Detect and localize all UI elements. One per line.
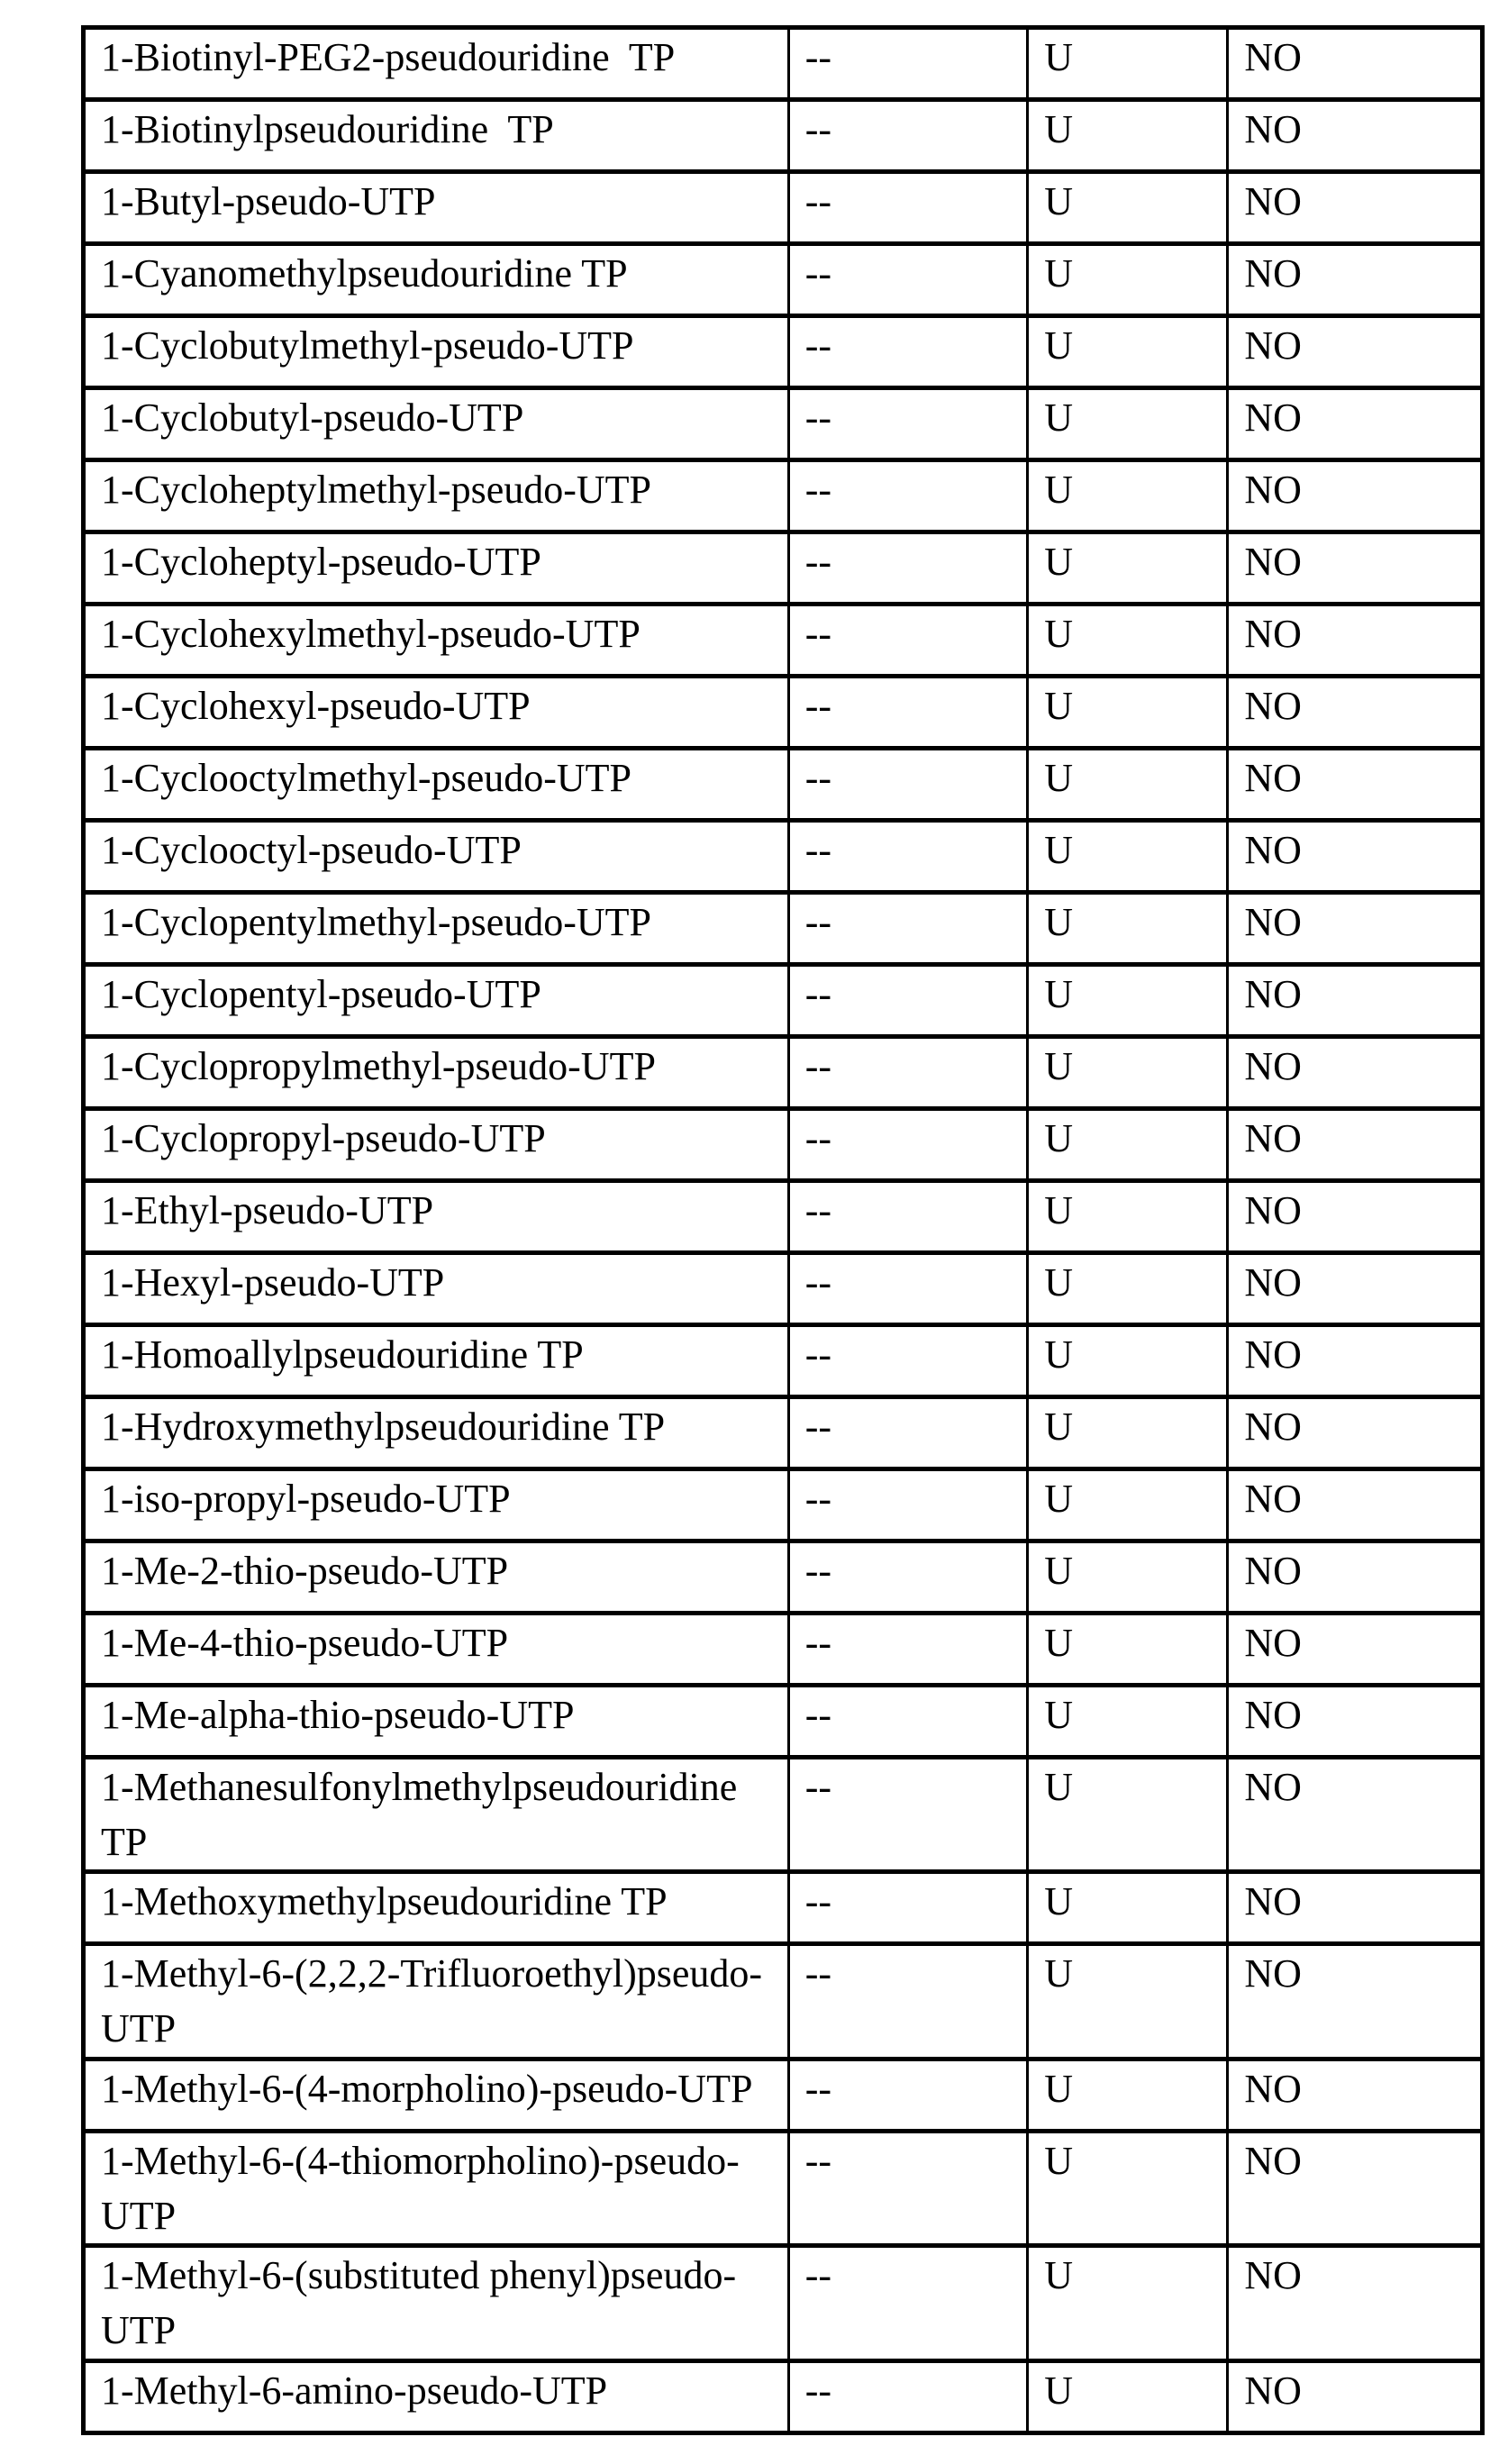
dash-cell: -- bbox=[788, 749, 1028, 821]
dash-cell: -- bbox=[788, 965, 1028, 1037]
base-cell: U bbox=[1028, 532, 1228, 605]
base-cell: U bbox=[1028, 1325, 1228, 1397]
dash-cell: -- bbox=[788, 1253, 1028, 1325]
flag-cell: NO bbox=[1228, 316, 1483, 388]
modification-name-cell: 1-Cyclobutyl-pseudo-UTP bbox=[84, 388, 789, 460]
dash-cell: -- bbox=[788, 1758, 1028, 1872]
table-row bbox=[84, 749, 1483, 821]
flag-cell: NO bbox=[1228, 1686, 1483, 1758]
base-cell: U bbox=[1028, 2131, 1228, 2245]
base-cell: U bbox=[1028, 1614, 1228, 1686]
dash-cell: -- bbox=[788, 388, 1028, 460]
modification-name-cell: 1-Cyclopentyl-pseudo-UTP bbox=[84, 965, 789, 1037]
modification-name-cell: 1-Methanesulfonylmethylpseudouridine TP bbox=[84, 1758, 789, 1872]
modification-name-cell: 1-Cyanomethylpseudouridine TP bbox=[84, 244, 789, 316]
base-cell: U bbox=[1028, 2246, 1228, 2360]
flag-cell: NO bbox=[1228, 1469, 1483, 1541]
dash-cell: -- bbox=[788, 1181, 1028, 1253]
table-row bbox=[84, 893, 1483, 965]
dash-cell: -- bbox=[788, 821, 1028, 893]
dash-cell: -- bbox=[788, 532, 1028, 605]
base-cell: U bbox=[1028, 1541, 1228, 1614]
flag-cell: NO bbox=[1228, 1109, 1483, 1181]
dash-cell: -- bbox=[788, 1397, 1028, 1469]
dash-cell: -- bbox=[788, 316, 1028, 388]
modification-name-cell: 1-Me-alpha-thio-pseudo-UTP bbox=[84, 1686, 789, 1758]
base-cell: U bbox=[1028, 1397, 1228, 1469]
flag-cell: NO bbox=[1228, 1944, 1483, 2059]
dash-cell: -- bbox=[788, 1037, 1028, 1109]
flag-cell: NO bbox=[1228, 244, 1483, 316]
base-cell: U bbox=[1028, 1872, 1228, 1944]
modification-name-cell: 1-Hexyl-pseudo-UTP bbox=[84, 1253, 789, 1325]
flag-cell: NO bbox=[1228, 172, 1483, 244]
dash-cell: -- bbox=[788, 244, 1028, 316]
flag-cell: NO bbox=[1228, 1253, 1483, 1325]
table-row bbox=[84, 1037, 1483, 1109]
base-cell: U bbox=[1028, 1686, 1228, 1758]
modification-name-cell: 1-Cyclohexylmethyl-pseudo-UTP bbox=[84, 605, 789, 677]
flag-cell: NO bbox=[1228, 1325, 1483, 1397]
flag-cell: NO bbox=[1228, 2246, 1483, 2360]
dash-cell: -- bbox=[788, 1872, 1028, 1944]
flag-cell: NO bbox=[1228, 965, 1483, 1037]
table-row bbox=[84, 1469, 1483, 1541]
modification-name-cell: 1-Cyclobutylmethyl-pseudo-UTP bbox=[84, 316, 789, 388]
base-cell: U bbox=[1028, 1758, 1228, 1872]
dash-cell: -- bbox=[788, 1469, 1028, 1541]
table-row bbox=[84, 1686, 1483, 1758]
dash-cell: -- bbox=[788, 893, 1028, 965]
modification-name-cell: 1-Methyl-6-(4-morpholino)-pseudo-UTP bbox=[84, 2059, 789, 2131]
modification-name-cell: 1-Homoallylpseudouridine TP bbox=[84, 1325, 789, 1397]
table-row bbox=[84, 1614, 1483, 1686]
flag-cell: NO bbox=[1228, 605, 1483, 677]
flag-cell: NO bbox=[1228, 1397, 1483, 1469]
table-row bbox=[84, 244, 1483, 316]
table-row bbox=[84, 100, 1483, 172]
modification-name-cell: 1-iso-propyl-pseudo-UTP bbox=[84, 1469, 789, 1541]
flag-cell: NO bbox=[1228, 2360, 1483, 2432]
table-row bbox=[84, 1181, 1483, 1253]
base-cell: U bbox=[1028, 460, 1228, 532]
dash-cell: -- bbox=[788, 172, 1028, 244]
modification-name-cell: 1-Cycloheptylmethyl-pseudo-UTP bbox=[84, 460, 789, 532]
modification-name-cell: 1-Cycloheptyl-pseudo-UTP bbox=[84, 532, 789, 605]
base-cell: U bbox=[1028, 1037, 1228, 1109]
base-cell: U bbox=[1028, 677, 1228, 749]
modification-name-cell: 1-Biotinylpseudouridine TP bbox=[84, 100, 789, 172]
dash-cell: -- bbox=[788, 2059, 1028, 2131]
flag-cell: NO bbox=[1228, 100, 1483, 172]
base-cell: U bbox=[1028, 2059, 1228, 2131]
dash-cell: -- bbox=[788, 100, 1028, 172]
modification-name-cell: 1-Butyl-pseudo-UTP bbox=[84, 172, 789, 244]
modification-name-cell: 1-Cyclopentylmethyl-pseudo-UTP bbox=[84, 893, 789, 965]
table-row bbox=[84, 532, 1483, 605]
table-row bbox=[84, 2131, 1483, 2245]
flag-cell: NO bbox=[1228, 1037, 1483, 1109]
table-row bbox=[84, 172, 1483, 244]
dash-cell: -- bbox=[788, 2131, 1028, 2245]
modification-name-cell: 1-Me-2-thio-pseudo-UTP bbox=[84, 1541, 789, 1614]
base-cell: U bbox=[1028, 1181, 1228, 1253]
base-cell: U bbox=[1028, 244, 1228, 316]
table-row bbox=[84, 1325, 1483, 1397]
flag-cell: NO bbox=[1228, 388, 1483, 460]
base-cell: U bbox=[1028, 100, 1228, 172]
table-row bbox=[84, 460, 1483, 532]
flag-cell: NO bbox=[1228, 2131, 1483, 2245]
table-row bbox=[84, 388, 1483, 460]
modification-name-cell: 1-Cyclopropyl-pseudo-UTP bbox=[84, 1109, 789, 1181]
dash-cell: -- bbox=[788, 1686, 1028, 1758]
table-row bbox=[84, 605, 1483, 677]
table-row bbox=[84, 316, 1483, 388]
table-row bbox=[84, 2246, 1483, 2360]
flag-cell: NO bbox=[1228, 1758, 1483, 1872]
base-cell: U bbox=[1028, 749, 1228, 821]
modification-name-cell: 1-Methyl-6-(2,2,2-Trifluoroethyl)pseudo-UTP bbox=[84, 1944, 789, 2059]
modification-name-cell: 1-Hydroxymethylpseudouridine TP bbox=[84, 1397, 789, 1469]
base-cell: U bbox=[1028, 821, 1228, 893]
modification-name-cell: 1-Biotinyl-PEG2-pseudouridine TP bbox=[101, 35, 676, 79]
base-cell: U bbox=[1028, 1109, 1228, 1181]
table-row bbox=[84, 1872, 1483, 1944]
modification-name-cell: 1-Methoxymethylpseudouridine TP bbox=[84, 1872, 789, 1944]
table-row bbox=[84, 965, 1483, 1037]
flag-cell: NO bbox=[1228, 677, 1483, 749]
base-cell: U bbox=[1028, 1469, 1228, 1541]
modified-nucleotides-table bbox=[81, 25, 1485, 2435]
modification-name-cell: 1-Methyl-6-(substituted phenyl)pseudo-UTP bbox=[84, 2246, 789, 2360]
dash-cell: -- bbox=[788, 2360, 1028, 2432]
modification-name-cell: 1-Cyclopropylmethyl-pseudo-UTP bbox=[84, 1037, 789, 1109]
table-row bbox=[84, 2059, 1483, 2131]
table-row bbox=[84, 1397, 1483, 1469]
base-cell: U bbox=[1028, 893, 1228, 965]
base-cell: U bbox=[1028, 1944, 1228, 2059]
dash-cell: -- bbox=[788, 2246, 1028, 2360]
table-row bbox=[84, 1758, 1483, 1872]
flag-cell: NO bbox=[1228, 1541, 1483, 1614]
flag-cell: NO bbox=[1228, 821, 1483, 893]
modification-name-cell: 1-Cyclooctyl-pseudo-UTP bbox=[84, 821, 789, 893]
modification-name-cell: 1-Ethyl-pseudo-UTP bbox=[84, 1181, 789, 1253]
modification-name-cell: 1-Cyclooctylmethyl-pseudo-UTP bbox=[84, 749, 789, 821]
flag-cell: NO bbox=[1228, 28, 1483, 100]
modification-name-cell: 1-Cyclohexyl-pseudo-UTP bbox=[84, 677, 789, 749]
table-row bbox=[84, 1944, 1483, 2059]
table-row bbox=[84, 1109, 1483, 1181]
dash-cell: -- bbox=[788, 1109, 1028, 1181]
flag-cell: NO bbox=[1228, 460, 1483, 532]
modification-name-cell: 1-Methyl-6-(4-thiomorpholino)-pseudo-UTP bbox=[84, 2131, 789, 2245]
modification-name-cell: 1-Me-4-thio-pseudo-UTP bbox=[84, 1614, 789, 1686]
table-row bbox=[84, 2360, 1483, 2432]
table-body bbox=[84, 28, 1483, 2433]
dash-cell: -- bbox=[788, 1944, 1028, 2059]
flag-cell: NO bbox=[1228, 749, 1483, 821]
flag-cell: NO bbox=[1228, 1614, 1483, 1686]
flag-cell: NO bbox=[1228, 2059, 1483, 2131]
flag-cell: NO bbox=[1228, 532, 1483, 605]
table-row bbox=[84, 28, 1483, 100]
dash-cell: -- bbox=[788, 460, 1028, 532]
table-row bbox=[84, 677, 1483, 749]
base-cell: U bbox=[1028, 316, 1228, 388]
dash-cell: -- bbox=[788, 1614, 1028, 1686]
base-cell: U bbox=[1028, 605, 1228, 677]
dash-cell: -- bbox=[788, 677, 1028, 749]
table-row bbox=[84, 1253, 1483, 1325]
dash-cell: -- bbox=[788, 1541, 1028, 1614]
table-row bbox=[84, 821, 1483, 893]
flag-cell: NO bbox=[1228, 1181, 1483, 1253]
modification-name-cell: 1-Methyl-6-amino-pseudo-UTP bbox=[84, 2360, 789, 2432]
dash-cell: -- bbox=[788, 605, 1028, 677]
flag-cell: NO bbox=[1228, 1872, 1483, 1944]
base-cell: U bbox=[1028, 172, 1228, 244]
base-cell: U bbox=[1028, 965, 1228, 1037]
dash-cell: -- bbox=[788, 28, 1028, 100]
flag-cell: NO bbox=[1228, 893, 1483, 965]
table-row bbox=[84, 1541, 1483, 1614]
base-cell: U bbox=[1028, 1253, 1228, 1325]
base-cell: U bbox=[1028, 388, 1228, 460]
base-cell: U bbox=[1028, 28, 1228, 100]
base-cell: U bbox=[1028, 2360, 1228, 2432]
dash-cell: -- bbox=[788, 1325, 1028, 1397]
